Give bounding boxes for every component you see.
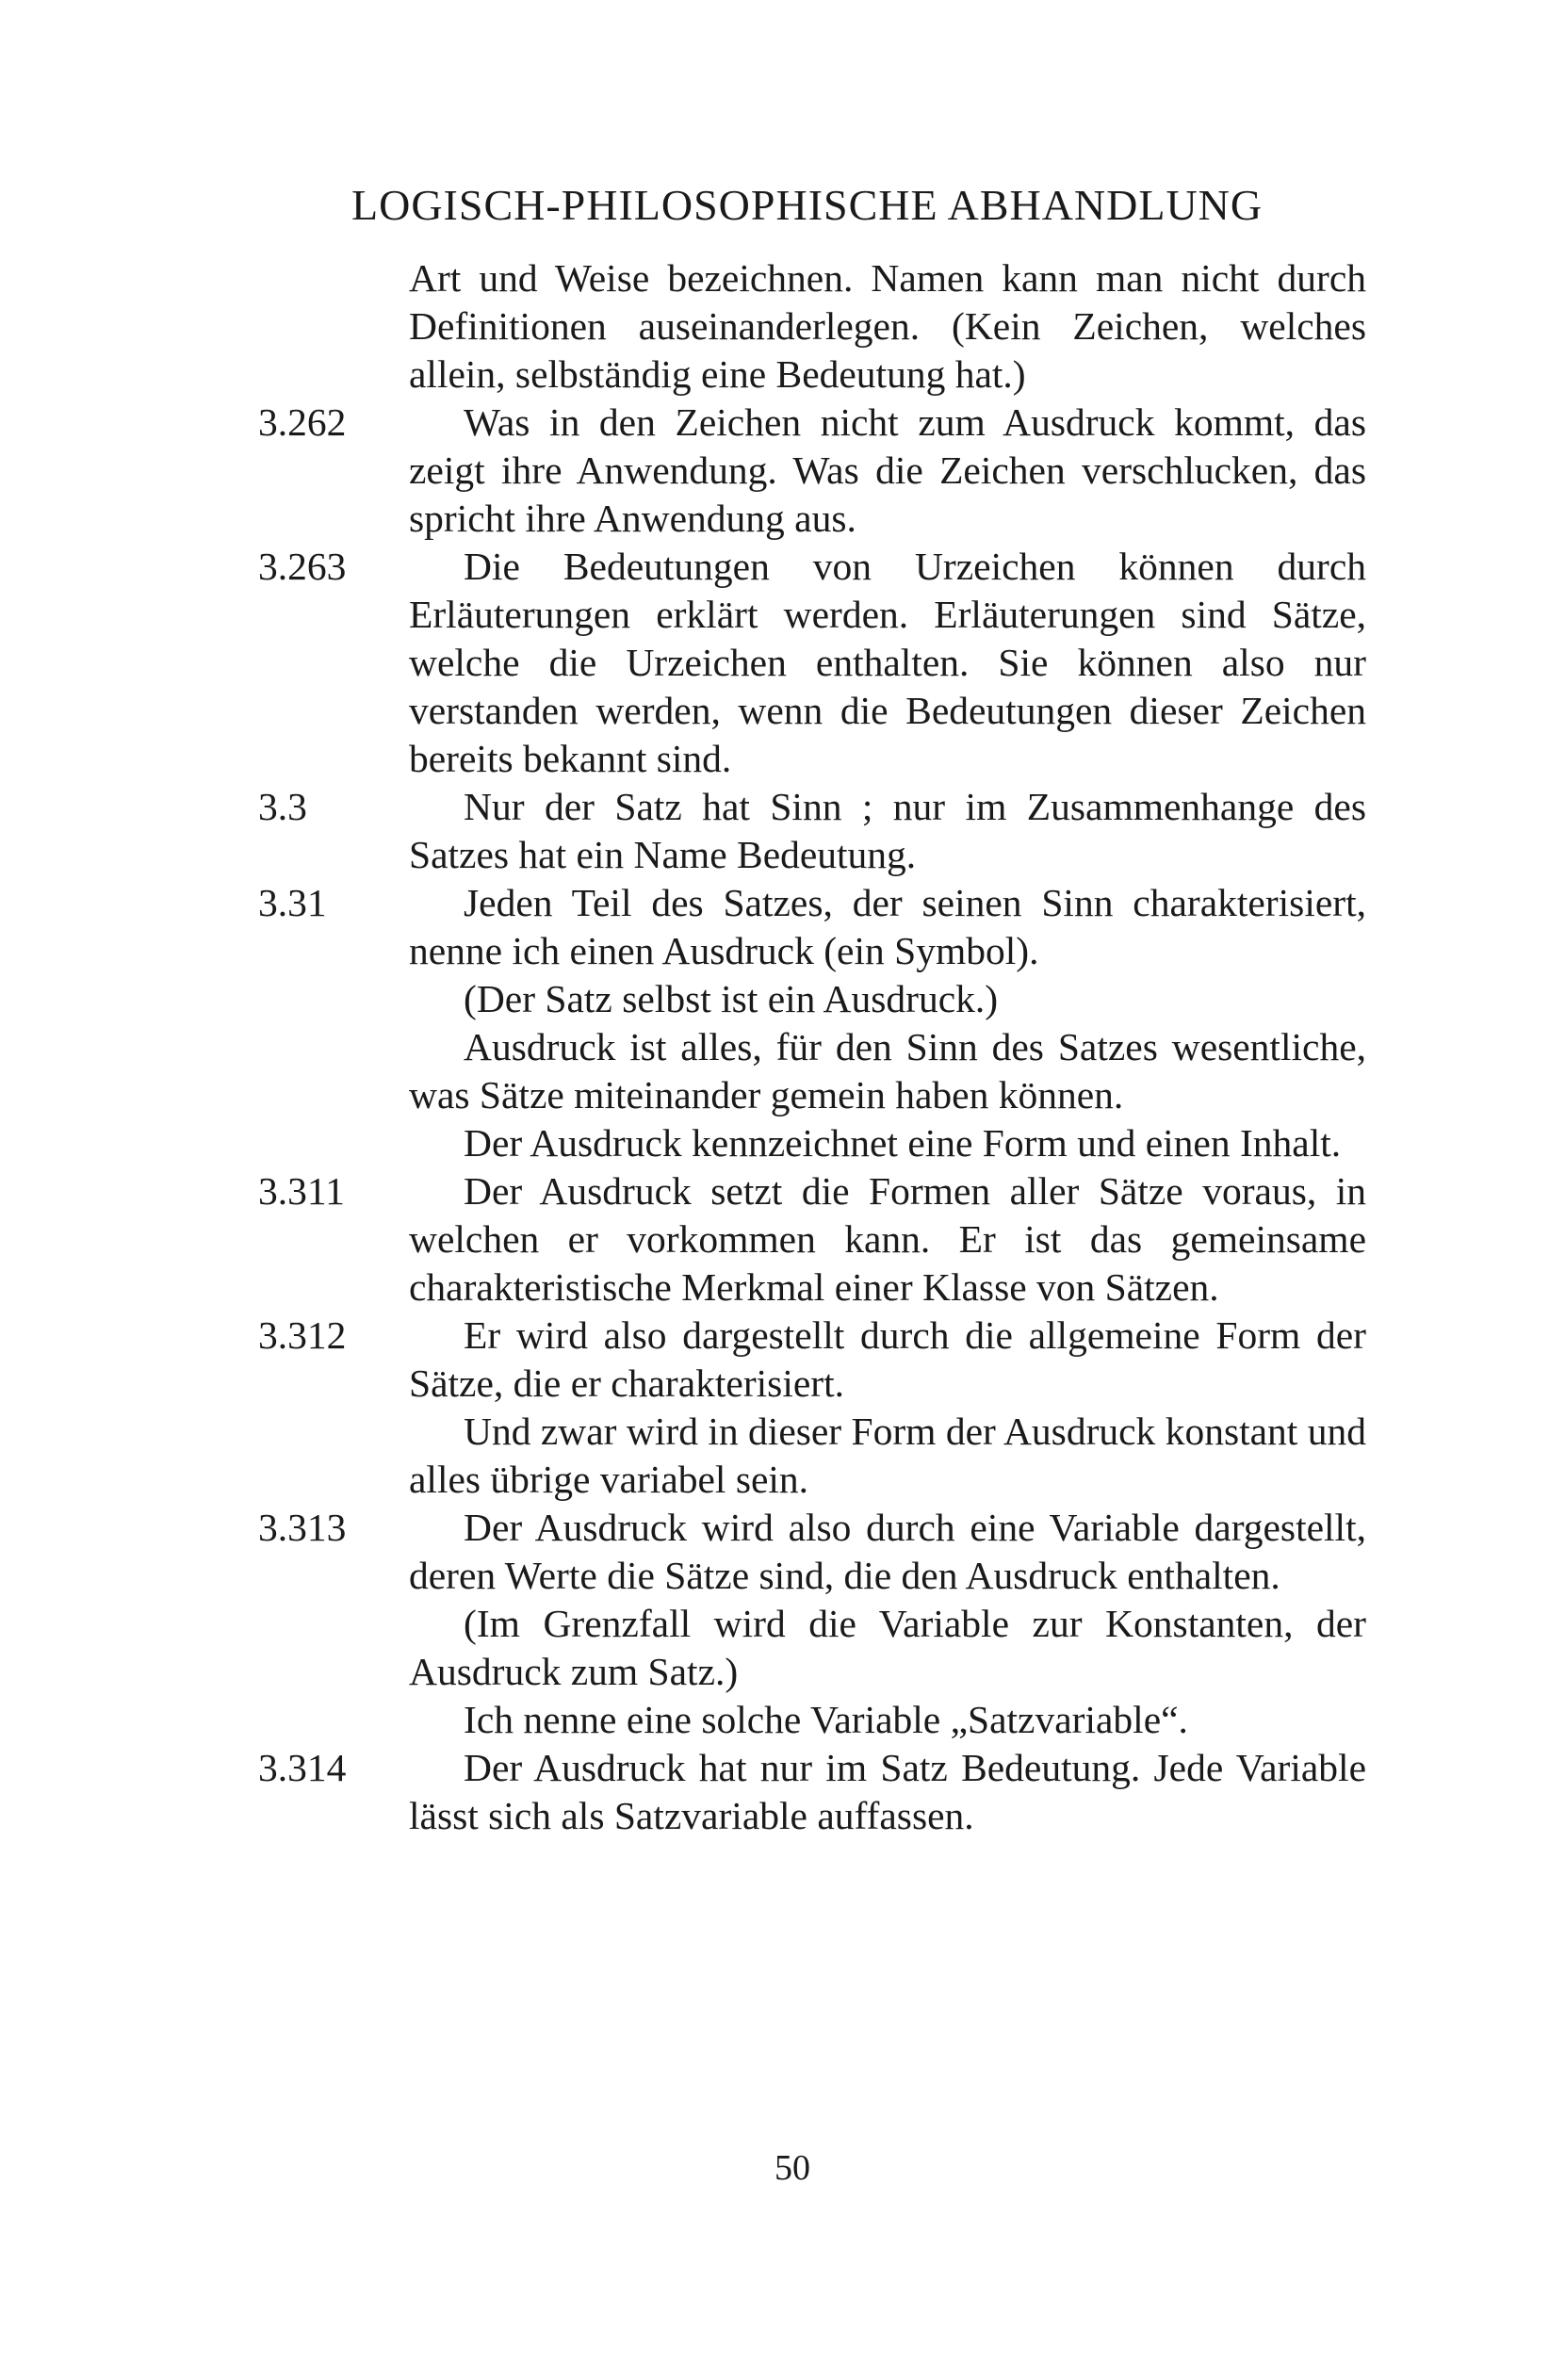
paragraph-text: Der Ausdruck hat nur im Satz Bedeutung. Jede Variable lässt sich als Satzvariable auffassen. xyxy=(409,1746,1366,1837)
proposition-number: 3.314 xyxy=(258,1746,347,1789)
numbered-proposition xyxy=(258,543,1366,783)
paragraph-text: Was in den Zeichen nicht zum Ausdruck kommt, das zeigt ihre Anwendung. Was die Zeichen verschlucken, das spricht ihre Anwendung aus. xyxy=(409,400,1366,540)
running-head: LOGISCH-PHILOSOPHISCHE ABHANDLUNG xyxy=(351,181,1264,229)
paragraph xyxy=(258,1696,1366,1744)
paragraph-text: Ausdruck ist alles, für den Sinn des Satzes wesentliche, was Sätze miteinander gemein haben können. xyxy=(409,1025,1366,1117)
numbered-proposition xyxy=(258,1744,1366,1840)
paragraph-text: Der Ausdruck kennzeichnet eine Form und einen Inhalt. xyxy=(464,1121,1342,1165)
paragraph xyxy=(258,1023,1366,1119)
numbered-proposition xyxy=(258,783,1366,879)
numbered-proposition xyxy=(258,399,1366,543)
numbered-proposition xyxy=(258,1312,1366,1408)
paragraph-text: Nur der Satz hat Sinn ; nur im Zusammenhange des Satzes hat ein Name Bedeutung. xyxy=(409,785,1366,876)
paragraph-text: (Im Grenzfall wird die Variable zur Konstanten, der Ausdruck zum Satz.) xyxy=(409,1602,1366,1693)
numbered-proposition xyxy=(258,1167,1366,1312)
paragraph-text: Ich nenne eine solche Variable „Satzvariable“. xyxy=(464,1698,1188,1741)
page-number: 50 xyxy=(774,2148,810,2188)
paragraph-text: Und zwar wird in dieser Form der Ausdruck konstant und alles übrige variabel sein. xyxy=(409,1410,1366,1501)
proposition-number: 3.31 xyxy=(258,881,327,924)
paragraph-text: (Der Satz selbst ist ein Ausdruck.) xyxy=(464,977,999,1020)
proposition-number: 3.262 xyxy=(258,400,347,444)
paragraph-text: Der Ausdruck wird also durch eine Variable dargestellt, deren Werte die Sätze sind, die den Ausdruck enthalten. xyxy=(409,1506,1366,1597)
proposition-number: 3.263 xyxy=(258,545,347,588)
proposition-number: 3.312 xyxy=(258,1313,347,1357)
paragraph xyxy=(258,1119,1366,1167)
numbered-proposition xyxy=(258,1504,1366,1600)
body-text xyxy=(258,254,1366,1840)
paragraph-text: Jeden Teil des Satzes, der seinen Sinn charakterisiert, nenne ich einen Ausdruck (ein Symbol). xyxy=(409,881,1366,972)
paragraph-text: Art und Weise bezeichnen. Namen kann man nicht durch Definitionen auseinanderlegen. (Kein Zeichen, welches allein, selbständig eine Bedeutung hat.) xyxy=(409,256,1366,396)
paragraph xyxy=(258,254,1366,399)
paragraph-text: Er wird also dargestellt durch die allgemeine Form der Sätze, die er charakterisiert. xyxy=(409,1313,1366,1405)
paragraph xyxy=(258,1600,1366,1696)
paragraph xyxy=(258,975,1366,1023)
numbered-proposition xyxy=(258,879,1366,975)
paragraph-text: Der Ausdruck setzt die Formen aller Sätze voraus, in welchen er vorkommen kann. Er ist das gemeinsame charakteristische Merkmal einer Klasse von Sätzen. xyxy=(409,1169,1366,1309)
proposition-number: 3.311 xyxy=(258,1169,345,1213)
paragraph-text: Die Bedeutungen von Urzeichen können durch Erläuterungen erklärt werden. Erläuterungen sind Sätze, welche die Urzeichen enthalten. Sie können also nur verstanden werden, wenn die Bedeutungen dieser Zeichen bereits bekannt sind. xyxy=(409,545,1366,780)
proposition-number: 3.3 xyxy=(258,785,307,828)
proposition-number: 3.313 xyxy=(258,1506,347,1549)
paragraph xyxy=(258,1408,1366,1504)
